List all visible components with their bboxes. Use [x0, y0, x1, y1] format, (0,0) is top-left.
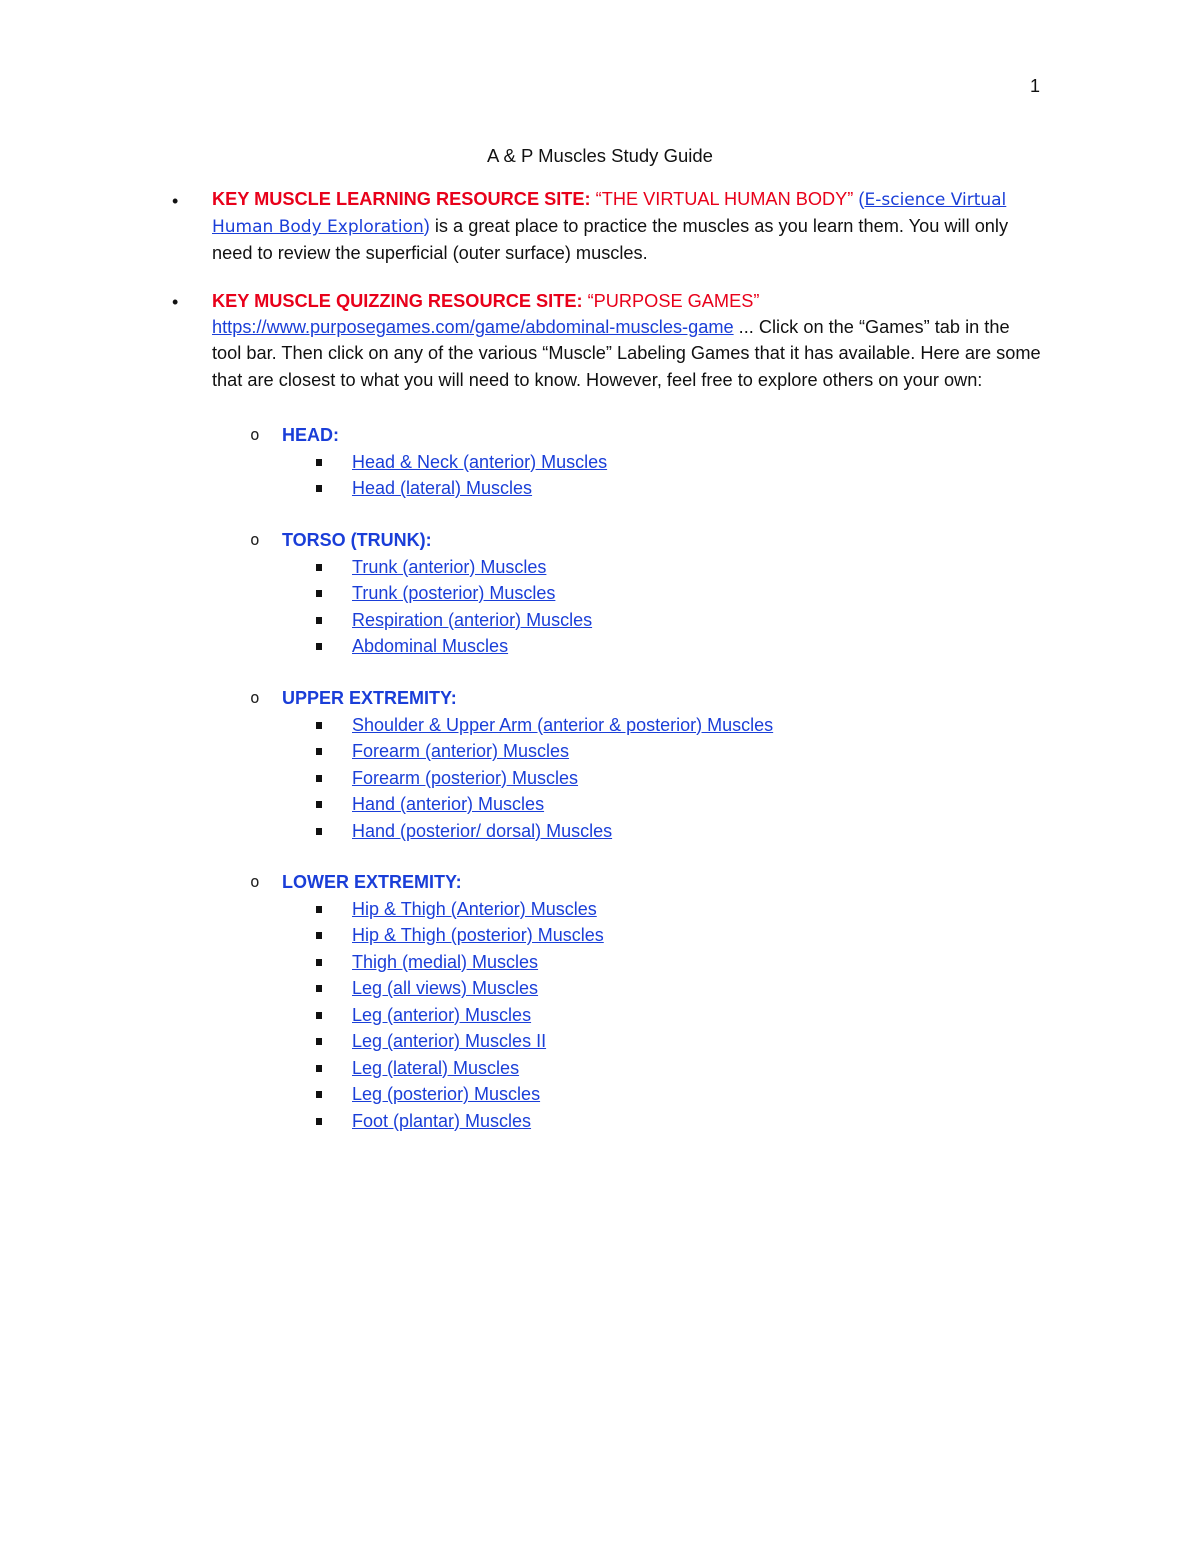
game-link[interactable]: Shoulder & Upper Arm (anterior & posterior) Muscles: [352, 714, 774, 735]
learning-resource-label: KEY MUSCLE LEARNING RESOURCE SITE:: [212, 189, 591, 209]
square-bullet-icon: [316, 1012, 322, 1019]
section-heading: HEAD:: [282, 425, 339, 445]
e-science-link[interactable]: E-science Virtual Human Body Exploration: [212, 190, 1007, 238]
game-link[interactable]: Leg (posterior) Muscles: [352, 1084, 541, 1104]
game-link[interactable]: Hand (posterior/ dorsal) Muscles: [352, 820, 613, 841]
game-link[interactable]: Leg (anterior) Muscles II: [352, 1031, 547, 1051]
square-bullet-icon: [316, 932, 322, 939]
square-bullet-icon: [316, 485, 322, 492]
game-link[interactable]: Hip & Thigh (posterior) Muscles: [352, 925, 604, 945]
square-bullet-icon: [316, 775, 322, 782]
quizzing-resource-paragraph: [212, 288, 1042, 393]
section-heading: TORSO (TRUNK):: [282, 530, 432, 550]
page-number: 1: [1030, 76, 1041, 96]
square-bullet-icon: [316, 959, 322, 966]
square-bullet-icon: [316, 1091, 322, 1098]
bullet-dot: •: [172, 191, 179, 211]
open-paren: (: [853, 189, 865, 209]
learning-resource-text: is a great place to practice the muscles as you learn them. You will only need to review the superficial (outer surface) muscles.: [212, 216, 1009, 264]
square-bullet-icon: [316, 1038, 322, 1045]
game-link[interactable]: Trunk (posterior) Muscles: [352, 583, 556, 603]
game-link[interactable]: Trunk (anterior) Muscles: [352, 556, 547, 577]
purposegames-link[interactable]: https://www.purposegames.com/game/abdominal-muscles-game: [212, 317, 734, 338]
game-link[interactable]: Forearm (posterior) Muscles: [352, 767, 579, 788]
square-bullet-icon: [316, 617, 322, 624]
game-link[interactable]: Leg (all views) Muscles: [352, 978, 539, 998]
game-link[interactable]: Foot (plantar) Muscles: [352, 1110, 532, 1131]
game-link[interactable]: Respiration (anterior) Muscles: [352, 609, 593, 630]
game-link[interactable]: Leg (lateral) Muscles: [352, 1057, 520, 1078]
game-link[interactable]: Forearm (anterior) Muscles: [352, 741, 570, 761]
game-link[interactable]: Leg (anterior) Muscles: [352, 1004, 532, 1025]
sub-bullet-marker: o: [250, 425, 260, 444]
square-bullet-icon: [316, 906, 322, 913]
sub-bullet-marker: o: [250, 530, 260, 549]
section-heading: UPPER EXTREMITY:: [282, 688, 457, 708]
document-title: A & P Muscles Study Guide: [487, 145, 713, 166]
game-link[interactable]: Abdominal Muscles: [352, 636, 509, 656]
square-bullet-icon: [316, 459, 322, 466]
square-bullet-icon: [316, 722, 322, 729]
square-bullet-icon: [316, 590, 322, 597]
bullet-dot: •: [172, 292, 179, 312]
game-link[interactable]: Hand (anterior) Muscles: [352, 794, 545, 814]
learning-resource-site-name: “THE VIRTUAL HUMAN BODY”: [595, 189, 854, 209]
square-bullet-icon: [316, 1118, 322, 1125]
square-bullet-icon: [316, 643, 322, 650]
sub-bullet-marker: o: [250, 688, 260, 707]
square-bullet-icon: [316, 1065, 322, 1072]
square-bullet-icon: [316, 801, 322, 808]
game-link[interactable]: Hip & Thigh (Anterior) Muscles: [352, 898, 597, 919]
game-link[interactable]: Thigh (medial) Muscles: [352, 951, 539, 972]
square-bullet-icon: [316, 564, 322, 571]
game-link[interactable]: Head & Neck (anterior) Muscles: [352, 451, 608, 472]
quizzing-resource-site-name: “PURPOSE GAMES”: [587, 291, 760, 311]
sub-bullet-marker: o: [250, 872, 260, 891]
learning-resource-paragraph: [212, 186, 1042, 267]
quizzing-resource-text: ... Click on the “Games” tab in the tool bar. Then click on any of the various “Muscle” Labeling Games that it has available. Here are some that are closest to what you will need to know. However, feel free to explore others on your own:: [212, 317, 1041, 390]
quizzing-resource-label: KEY MUSCLE QUIZZING RESOURCE SITE:: [212, 291, 583, 311]
game-link[interactable]: Head (lateral) Muscles: [352, 478, 533, 498]
section-heading: LOWER EXTREMITY:: [282, 872, 462, 892]
close-paren: ): [423, 216, 430, 237]
square-bullet-icon: [316, 985, 322, 992]
square-bullet-icon: [316, 748, 322, 755]
square-bullet-icon: [316, 828, 322, 835]
